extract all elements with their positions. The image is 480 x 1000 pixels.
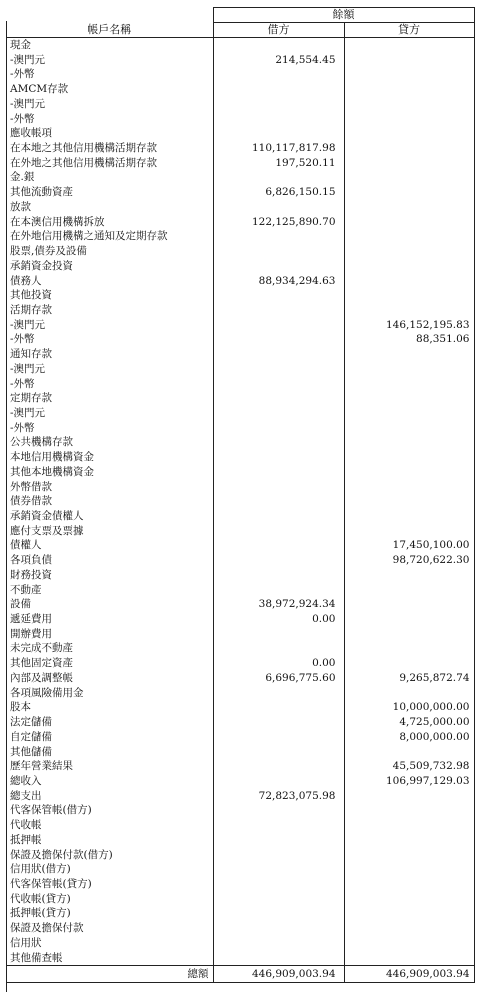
table-row (6, 126, 474, 141)
debit-cell: 197,520.11 (213, 156, 344, 171)
table-row (6, 450, 474, 465)
account-name-cell: 應付支票及票據 (6, 524, 213, 539)
debit-cell (213, 877, 344, 892)
account-name-header: 帳戶名稱 (6, 23, 213, 38)
debit-cell: 110,117,817.98 (213, 141, 344, 156)
debit-cell: 122,125,890.70 (213, 215, 344, 230)
debit-cell (213, 82, 344, 97)
table-row (6, 524, 474, 539)
table-row (6, 67, 474, 82)
debit-cell: 88,934,294.63 (213, 274, 344, 289)
table-row (6, 288, 474, 303)
table-row (6, 833, 474, 848)
account-name-cell: 總支出 (6, 789, 213, 804)
debit-cell (213, 112, 344, 127)
credit-cell: 4,725,000.00 (344, 715, 474, 730)
credit-cell (344, 53, 474, 68)
debit-cell (213, 627, 344, 642)
account-name-cell: 其他投資 (6, 288, 213, 303)
table-row (6, 656, 474, 671)
debit-cell (213, 200, 344, 215)
account-name-cell: -澳門元 (6, 362, 213, 377)
table-row (6, 921, 474, 936)
credit-cell (344, 892, 474, 907)
account-name-cell: 各項負債 (6, 553, 213, 568)
account-rows (6, 38, 474, 966)
credit-cell (344, 862, 474, 877)
account-name-cell: 放款 (6, 200, 213, 215)
credit-cell (344, 288, 474, 303)
credit-cell (344, 656, 474, 671)
table-row (6, 862, 474, 877)
account-name-cell: 在本地之其他信用機構活期存款 (6, 141, 213, 156)
credit-cell: 9,265,872.74 (344, 671, 474, 686)
credit-cell: 88,351.06 (344, 332, 474, 347)
credit-header: 貸方 (344, 23, 474, 38)
credit-cell (344, 833, 474, 848)
credit-cell (344, 641, 474, 656)
table-row (6, 170, 474, 185)
credit-cell (344, 362, 474, 377)
account-name-cell: -澳門元 (6, 53, 213, 68)
debit-cell (213, 406, 344, 421)
debit-cell (213, 480, 344, 495)
total-row (6, 966, 474, 983)
debit-cell (213, 67, 344, 82)
credit-cell (344, 406, 474, 421)
debit-cell (213, 862, 344, 877)
debit-cell: 0.00 (213, 612, 344, 627)
credit-cell (344, 156, 474, 171)
debit-cell (213, 38, 344, 53)
credit-cell (344, 803, 474, 818)
credit-cell (344, 391, 474, 406)
account-name-cell: AMCM存款 (6, 82, 213, 97)
table-row (6, 480, 474, 495)
account-name-cell: 承銷資金投資 (6, 259, 213, 274)
account-name-cell: 本地信用機構資金 (6, 450, 213, 465)
account-name-cell: 債權人 (6, 538, 213, 553)
credit-cell (344, 82, 474, 97)
debit-cell (213, 421, 344, 436)
table-row (6, 818, 474, 833)
account-name-cell: 債務人 (6, 274, 213, 289)
credit-cell (344, 627, 474, 642)
table-row (6, 112, 474, 127)
account-name-cell: 代客保管帳(貸方) (6, 877, 213, 892)
credit-cell (344, 259, 474, 274)
debit-cell (213, 524, 344, 539)
table-row (6, 274, 474, 289)
debit-cell (213, 583, 344, 598)
credit-cell (344, 612, 474, 627)
account-name-cell: 法定儲備 (6, 715, 213, 730)
credit-cell (344, 818, 474, 833)
account-name-cell: 財務投資 (6, 568, 213, 583)
account-name-cell: 設備 (6, 597, 213, 612)
account-name-cell: 應收帳項 (6, 126, 213, 141)
account-name-cell: 在外地信用機構之通知及定期存款 (6, 229, 213, 244)
account-name-cell: 活期存款 (6, 303, 213, 318)
table-row (6, 141, 474, 156)
table-row (6, 745, 474, 760)
debit-cell: 214,554.45 (213, 53, 344, 68)
account-name-cell: 其他固定資產 (6, 656, 213, 671)
table-row (6, 347, 474, 362)
account-name-cell: 在本澳信用機構拆放 (6, 215, 213, 230)
debit-cell (213, 377, 344, 392)
account-name-cell: 遞延費用 (6, 612, 213, 627)
debit-cell (213, 347, 344, 362)
credit-cell (344, 229, 474, 244)
account-name-cell: 其他儲備 (6, 745, 213, 760)
credit-cell (344, 112, 474, 127)
account-name-cell: 通知存款 (6, 347, 213, 362)
balance-table (6, 7, 475, 983)
credit-cell (344, 141, 474, 156)
account-name-cell: -外幣 (6, 112, 213, 127)
credit-cell (344, 274, 474, 289)
debit-cell (213, 170, 344, 185)
debit-cell (213, 686, 344, 701)
table-row (6, 377, 474, 392)
account-name-cell: 保證及擔保付款 (6, 921, 213, 936)
account-name-cell: -外幣 (6, 332, 213, 347)
header-row-top (6, 8, 474, 23)
debit-header: 借方 (213, 23, 344, 38)
account-name-cell: 開辦費用 (6, 627, 213, 642)
debit-cell (213, 906, 344, 921)
table-row (6, 185, 474, 200)
debit-cell (213, 951, 344, 966)
credit-cell: 45,509,732.98 (344, 759, 474, 774)
debit-cell (213, 715, 344, 730)
table-row (6, 951, 474, 966)
credit-cell (344, 848, 474, 863)
table-row (6, 774, 474, 789)
debit-cell (213, 730, 344, 745)
account-name-cell: 其他備查帳 (6, 951, 213, 966)
account-name-cell: 在外地之其他信用機構活期存款 (6, 156, 213, 171)
debit-cell (213, 921, 344, 936)
table-row (6, 215, 474, 230)
debit-cell (213, 936, 344, 951)
table-row (6, 583, 474, 598)
account-name-cell: 總收入 (6, 774, 213, 789)
account-name-cell: 自定儲備 (6, 730, 213, 745)
account-name-cell: 債券借款 (6, 494, 213, 509)
debit-cell (213, 229, 344, 244)
account-name-cell: 未完成不動產 (6, 641, 213, 656)
table-row (6, 509, 474, 524)
table-row (6, 877, 474, 892)
table-row (6, 597, 474, 612)
table-row (6, 906, 474, 921)
table-row (6, 789, 474, 804)
table-row (6, 715, 474, 730)
debit-cell (213, 892, 344, 907)
credit-cell (344, 906, 474, 921)
total-debit: 446,909,003.94 (213, 966, 344, 983)
debit-cell (213, 465, 344, 480)
credit-cell (344, 185, 474, 200)
table-row (6, 686, 474, 701)
debit-cell: 0.00 (213, 656, 344, 671)
credit-cell: 98,720,622.30 (344, 553, 474, 568)
debit-cell (213, 818, 344, 833)
table-row (6, 435, 474, 450)
debit-cell: 72,823,075.98 (213, 789, 344, 804)
account-name-cell: -外幣 (6, 421, 213, 436)
table-row (6, 259, 474, 274)
table-row (6, 200, 474, 215)
account-name-cell: 外幣借款 (6, 480, 213, 495)
debit-cell (213, 641, 344, 656)
credit-cell (344, 597, 474, 612)
debit-cell (213, 759, 344, 774)
credit-cell (344, 450, 474, 465)
credit-cell (344, 936, 474, 951)
credit-cell (344, 583, 474, 598)
debit-cell (213, 391, 344, 406)
table-row (6, 553, 474, 568)
account-name-cell: 代收帳 (6, 818, 213, 833)
table-row (6, 759, 474, 774)
total-label: 總額 (6, 966, 213, 983)
account-name-cell: 其他流動資產 (6, 185, 213, 200)
account-name-cell: 抵押帳(貸方) (6, 906, 213, 921)
debit-cell: 38,972,924.34 (213, 597, 344, 612)
debit-cell (213, 435, 344, 450)
account-name-cell: 股本 (6, 700, 213, 715)
account-name-cell: 保證及擔保付款(借方) (6, 848, 213, 863)
credit-cell (344, 38, 474, 53)
credit-cell (344, 303, 474, 318)
account-name-cell: 各項風險備用金 (6, 686, 213, 701)
table-row (6, 229, 474, 244)
account-name-cell: 股票,債券及設備 (6, 244, 213, 259)
credit-cell (344, 347, 474, 362)
debit-cell (213, 568, 344, 583)
debit-cell (213, 538, 344, 553)
debit-cell (213, 259, 344, 274)
debit-cell (213, 745, 344, 760)
table-row (6, 848, 474, 863)
debit-cell: 6,826,150.15 (213, 185, 344, 200)
credit-cell (344, 951, 474, 966)
account-name-cell: -澳門元 (6, 97, 213, 112)
table-row (6, 627, 474, 642)
table-row (6, 568, 474, 583)
credit-cell: 146,152,195.83 (344, 318, 474, 333)
table-row (6, 538, 474, 553)
debit-cell (213, 97, 344, 112)
credit-cell (344, 877, 474, 892)
debit-cell (213, 126, 344, 141)
debit-cell (213, 332, 344, 347)
credit-cell (344, 67, 474, 82)
credit-cell (344, 789, 474, 804)
account-name-cell: -外幣 (6, 377, 213, 392)
credit-cell (344, 377, 474, 392)
account-name-cell: 其他本地機構資金 (6, 465, 213, 480)
balance-header: 餘額 (213, 8, 474, 23)
account-name-cell: 不動產 (6, 583, 213, 598)
table-row (6, 303, 474, 318)
debit-cell (213, 303, 344, 318)
account-name-cell: 現金 (6, 38, 213, 53)
table-row (6, 391, 474, 406)
credit-cell (344, 200, 474, 215)
credit-cell (344, 745, 474, 760)
debit-cell (213, 803, 344, 818)
account-name-cell: -澳門元 (6, 406, 213, 421)
table-row (6, 97, 474, 112)
account-name-cell: 抵押帳 (6, 833, 213, 848)
account-name-cell: 內部及調整帳 (6, 671, 213, 686)
table-row (6, 641, 474, 656)
debit-cell (213, 362, 344, 377)
account-name-cell: 信用狀(借方) (6, 862, 213, 877)
account-name-cell: 公共機構存款 (6, 435, 213, 450)
table-row (6, 494, 474, 509)
credit-cell (344, 686, 474, 701)
table-row (6, 803, 474, 818)
table-row (6, 671, 474, 686)
credit-cell: 10,000,000.00 (344, 700, 474, 715)
table-row (6, 332, 474, 347)
account-name-cell: -外幣 (6, 67, 213, 82)
debit-cell (213, 774, 344, 789)
debit-cell (213, 553, 344, 568)
debit-cell (213, 700, 344, 715)
debit-cell (213, 848, 344, 863)
debit-cell: 6,696,775.60 (213, 671, 344, 686)
credit-cell (344, 244, 474, 259)
credit-cell (344, 215, 474, 230)
total-credit: 446,909,003.94 (344, 966, 474, 983)
credit-cell (344, 170, 474, 185)
table-row (6, 406, 474, 421)
credit-cell (344, 126, 474, 141)
table-row (6, 892, 474, 907)
credit-cell: 17,450,100.00 (344, 538, 474, 553)
debit-cell (213, 244, 344, 259)
table-row (6, 936, 474, 951)
table-row (6, 82, 474, 97)
table-row (6, 318, 474, 333)
account-name-cell: 歷年營業結果 (6, 759, 213, 774)
debit-cell (213, 288, 344, 303)
account-name-cell: 信用狀 (6, 936, 213, 951)
account-name-cell: 代客保管帳(借方) (6, 803, 213, 818)
credit-cell: 106,997,129.03 (344, 774, 474, 789)
debit-cell (213, 450, 344, 465)
account-name-cell: -澳門元 (6, 318, 213, 333)
table-row (6, 156, 474, 171)
table-row (6, 700, 474, 715)
debit-cell (213, 509, 344, 524)
debit-cell (213, 833, 344, 848)
account-name-cell: 定期存款 (6, 391, 213, 406)
credit-cell (344, 494, 474, 509)
credit-cell (344, 568, 474, 583)
table-row (6, 465, 474, 480)
credit-cell (344, 509, 474, 524)
table-row (6, 244, 474, 259)
credit-cell (344, 524, 474, 539)
header-row-bottom (6, 23, 474, 38)
balance-table-wrapper (6, 7, 474, 983)
table-row (6, 362, 474, 377)
credit-cell (344, 921, 474, 936)
account-name-cell: 承銷資金債權人 (6, 509, 213, 524)
account-name-cell: 代收帳(貸方) (6, 892, 213, 907)
credit-cell (344, 421, 474, 436)
credit-cell (344, 480, 474, 495)
debit-cell (213, 318, 344, 333)
account-name-cell: 金.銀 (6, 170, 213, 185)
header-blank-cell (6, 8, 213, 23)
table-row (6, 421, 474, 436)
table-row (6, 612, 474, 627)
debit-cell (213, 494, 344, 509)
table-row (6, 38, 474, 53)
table-row (6, 53, 474, 68)
credit-cell: 8,000,000.00 (344, 730, 474, 745)
credit-cell (344, 465, 474, 480)
table-row (6, 730, 474, 745)
credit-cell (344, 435, 474, 450)
credit-cell (344, 97, 474, 112)
